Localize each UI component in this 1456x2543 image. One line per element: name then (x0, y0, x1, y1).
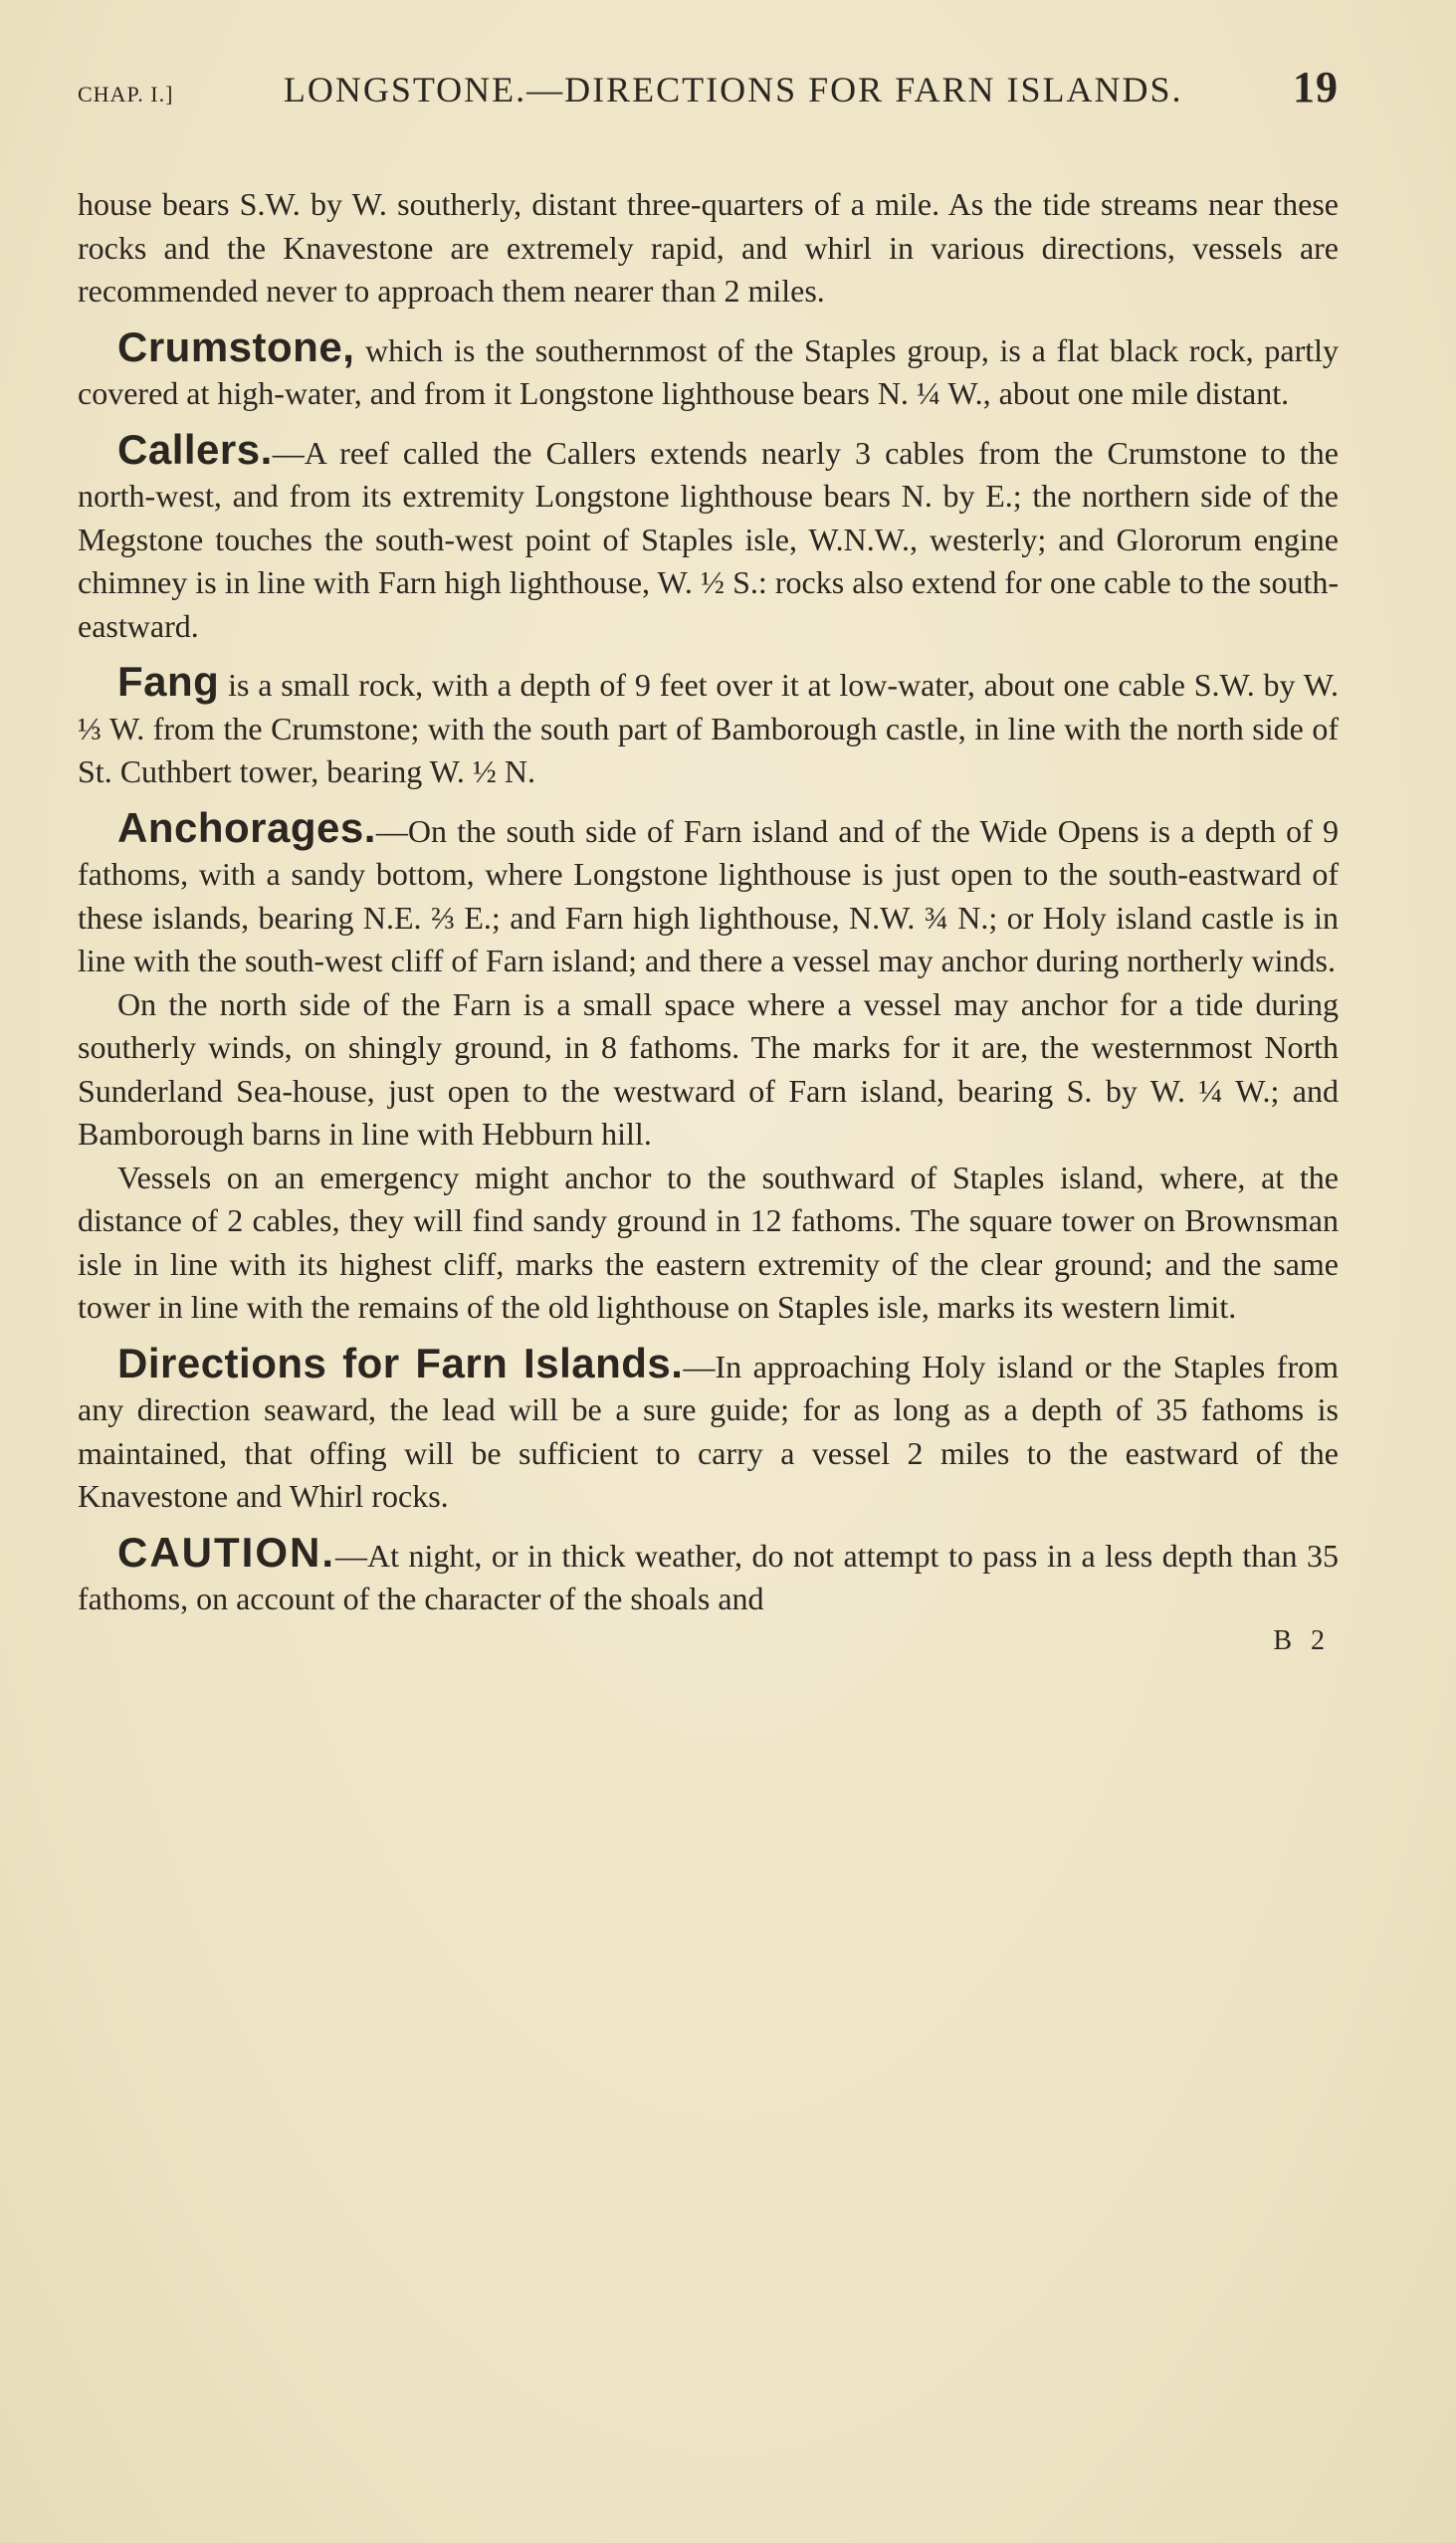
section-heading-crumstone: Crumstone, (117, 322, 355, 370)
signature-mark: B 2 (1273, 1624, 1331, 1656)
paragraph-text: Vessels on an emergency might anchor to the southward of Staples island, where, at the distance of 2 cables, they will find sandy ground in 12 fathoms. The square tower on Brownsman isle in line with its highest cliff, marks the eastern extremity of the clear ground; and the same tower in line with the remains of the old lighthouse on Staples isle, marks its western limit. (78, 1159, 1339, 1325)
paragraph-text: —On the south side of Farn island and of the Wide Opens is a depth of 9 fathoms, with a sandy bottom, where Longstone lighthouse is just open to the south-eastward of these islands, bearing N.E. ⅔ E.; and Farn high lighthouse, N.W. ¾ N.; or Holy island castle is in line with the south-west cliff of Farn island; and there a vessel may anchor during northerly winds. (78, 812, 1339, 978)
section-heading-caution: CAUTION. (117, 1528, 335, 1576)
paragraph-callers (78, 425, 1339, 649)
chapter-label: CHAP. I.] (78, 82, 174, 106)
section-heading-fang: Fang (117, 658, 220, 705)
paragraph-north-anchorage (78, 983, 1339, 1157)
paragraph-anchorages (78, 803, 1339, 983)
body-text (78, 183, 1339, 1657)
paragraph-fang (78, 660, 1339, 794)
page-number: 19 (1293, 63, 1339, 111)
paragraph-text: —A reef called the Callers extends nearly 3 cables from the Crumstone to the north-west, and from its extremity Longstone lighthouse bears N. by E.; the northern side of the Megstone touches the south-west point of Staples isle, W.N.W., westerly; and Glororum engine chimney is in line with Farn high lighthouse, W. ½ S.: rocks also extend for one cable to the south-eastward. (78, 434, 1339, 644)
paragraph-caution (78, 1528, 1339, 1621)
paragraph-text: which is the southernmost of the Staples group, is a flat black rock, partly covered at high-water, and from it Longstone lighthouse bears N. ¼ W., about one mile distant. (78, 331, 1339, 411)
section-heading-anchorages: Anchorages. (117, 803, 376, 851)
section-heading-directions: Directions for Farn Islands. (117, 1339, 684, 1386)
paragraph-text: On the north side of the Farn is a small space where a vessel may anchor for a tide during southerly winds, on shingly ground, in 8 fathoms. The marks for it are, the westernmost North Sunderland Sea-house, just open to the westward of Farn island, bearing S. by W. ¼ W.; and Bamborough barns in line with Hebburn hill. (78, 985, 1339, 1152)
paragraph-staples-anchorage (78, 1157, 1339, 1330)
paragraph-text: —In approaching Holy island or the Staples from any direction seaward, the lead will be a sure guide; for as long as a depth of 35 fathoms is maintained, that offing will be sufficient to carry a vessel 2 miles to the eastward of the Knavestone and Whirl rocks. (78, 1348, 1340, 1514)
running-head (78, 62, 1339, 135)
paragraph-text: is a small rock, with a depth of 9 feet over it at low-water, about one cable S.W. by W. ⅓ W. from the Crumstone; with the south part of Bamborough castle, in line with the north side of St. Cuthbert tower, bearing W. ½ N. (78, 667, 1339, 789)
section-heading-callers: Callers. (117, 425, 273, 473)
paragraph-text: —At night, or in thick weather, do not attempt to pass in a less depth than 35 fathoms, on account of the character of the shoals and (78, 1537, 1339, 1616)
paragraph-directions (78, 1339, 1340, 1519)
paragraph-text: house bears S.W. by W. southerly, distant three-quarters of a mile. As the tide streams near these rocks and the Knavestone are extremely rapid, and whirl in various directions, vessels are recommended never to approach them nearer than 2 miles. (78, 186, 1339, 309)
running-title: LONGSTONE.—DIRECTIONS FOR FARN ISLANDS. (283, 70, 1183, 109)
paragraph-crumstone (78, 322, 1339, 416)
paragraph-continuation (78, 183, 1339, 314)
